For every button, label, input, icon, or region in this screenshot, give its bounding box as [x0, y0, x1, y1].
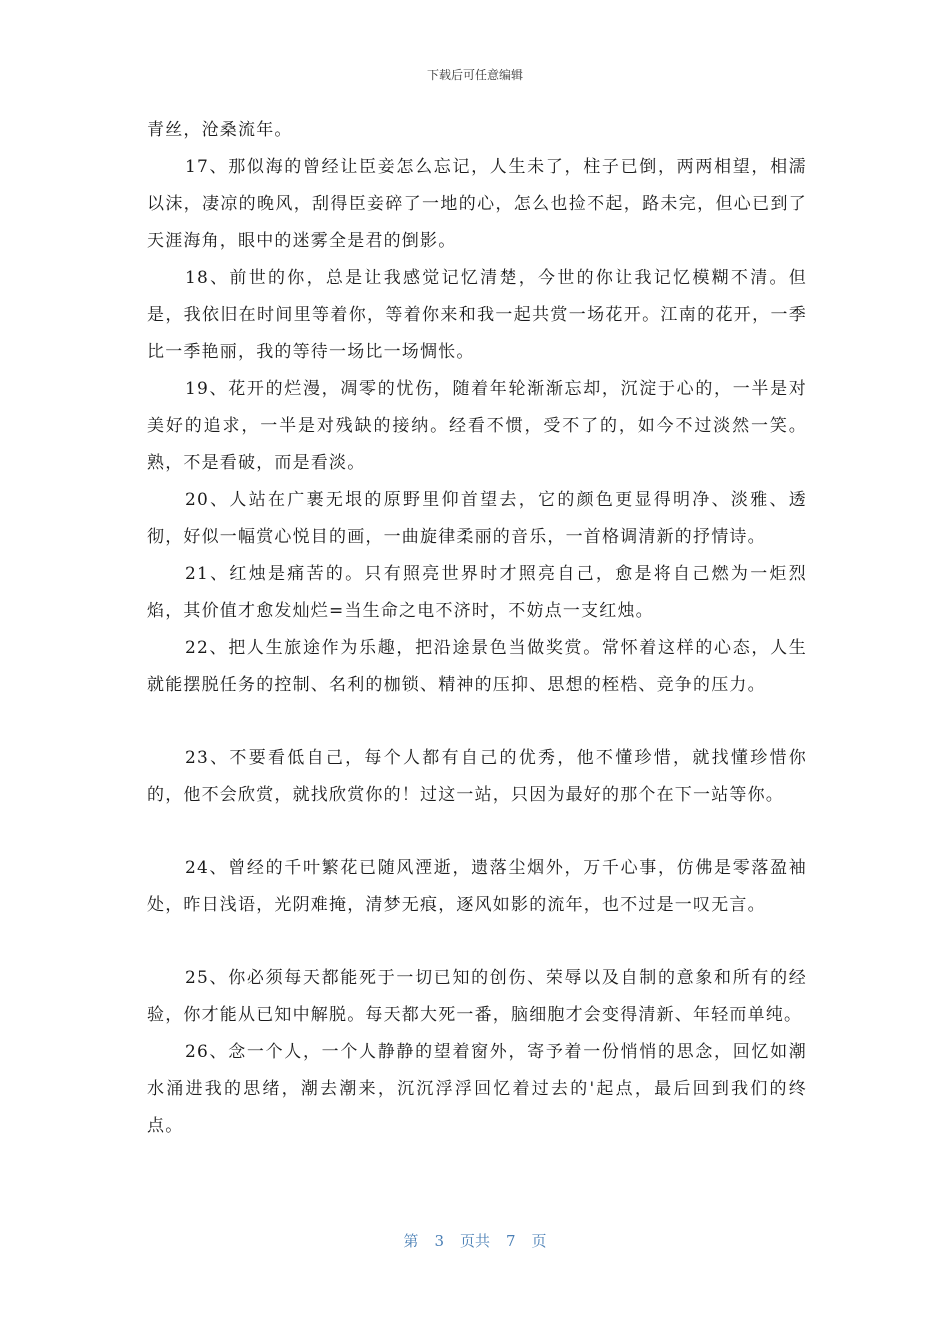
page-header-note: 下载后可任意编辑 [426, 68, 523, 82]
paragraph-23: 23、不要看低自己，每个人都有自己的优秀，他不懂珍惜，就找懂珍惜你的，他不会欣赏，就找欣赏你的！过这一站，只因为最好的那个在下一站等你。 [147, 748, 807, 805]
footer-middle: 页共 [459, 1232, 490, 1250]
paragraph-22: 22、把人生旅途作为乐趣，把沿途景色当做奖赏。常怀着这样的心态，人生就能摆脱任务的控制、名利的枷锁、精神的压抑、思想的桎梏、竞争的压力。 [147, 638, 807, 695]
footer-suffix: 页 [531, 1232, 547, 1250]
paragraph-24: 24、曾经的千叶繁花已随风湮逝，遗落尘烟外，万千心事，仿佛是零落盈袖处，昨日浅语，光阴难掩，清梦无痕，逐风如影的流年，也不过是一叹无言。 [147, 858, 807, 915]
paragraph-21: 21、红烛是痛苦的。只有照亮世界时才照亮自己，愈是将自己燃为一炬烈焰，其价值才愈发灿烂=当生命之电不济时，不妨点一支红烛。 [147, 564, 807, 621]
footer-total-pages: 7 [506, 1232, 516, 1250]
paragraph-17: 17、那似海的曾经让臣妾怎么忘记，人生未了，柱子已倒，两两相望，相濡以沫，凄凉的晚风，刮得臣妾碎了一地的心，怎么也捡不起，路未完，但心已到了天涯海角，眼中的迷雾全是君的倒影。 [147, 157, 807, 251]
paragraph-18: 18、前世的你，总是让我感觉记忆清楚，今世的你让我记忆模糊不清。但是，我依旧在时间里等着你，等着你来和我一起共赏一场花开。江南的花开，一季比一季艳丽，我的等待一场比一场惆怅。 [147, 268, 807, 362]
footer-current-page: 3 [434, 1232, 444, 1250]
paragraph-20: 20、人站在广裹无垠的原野里仰首望去，它的颜色更显得明净、淡雅、透彻，好似一幅赏心悦目的画，一曲旋律柔丽的音乐，一首格调清新的抒情诗。 [147, 490, 807, 547]
footer-prefix: 第 [403, 1232, 419, 1250]
paragraph-25: 25、你必须每天都能死于一切已知的创伤、荣辱以及自制的意象和所有的经验，你才能从已知中解脱。每天都大死一番，脑细胞才会变得清新、年轻而单纯。 [147, 968, 807, 1025]
page-footer [0, 1230, 950, 1251]
paragraph-19: 19、花开的烂漫，凋零的忧伤，随着年轮渐渐忘却，沉淀于心的，一半是对美好的追求，一半是对残缺的接纳。经看不惯，受不了的，如今不过淡然一笑。熟，不是看破，而是看淡。 [147, 379, 807, 473]
paragraph-continuation: 青丝，沧桑流年。 [147, 120, 293, 140]
document-body [147, 112, 807, 1145]
paragraph-26: 26、念一个人，一个人静静的望着窗外，寄予着一份悄悄的思念，回忆如潮水涌进我的思绪，潮去潮来，沉沉浮浮回忆着过去的'起点，最后回到我们的终点。 [147, 1042, 807, 1136]
